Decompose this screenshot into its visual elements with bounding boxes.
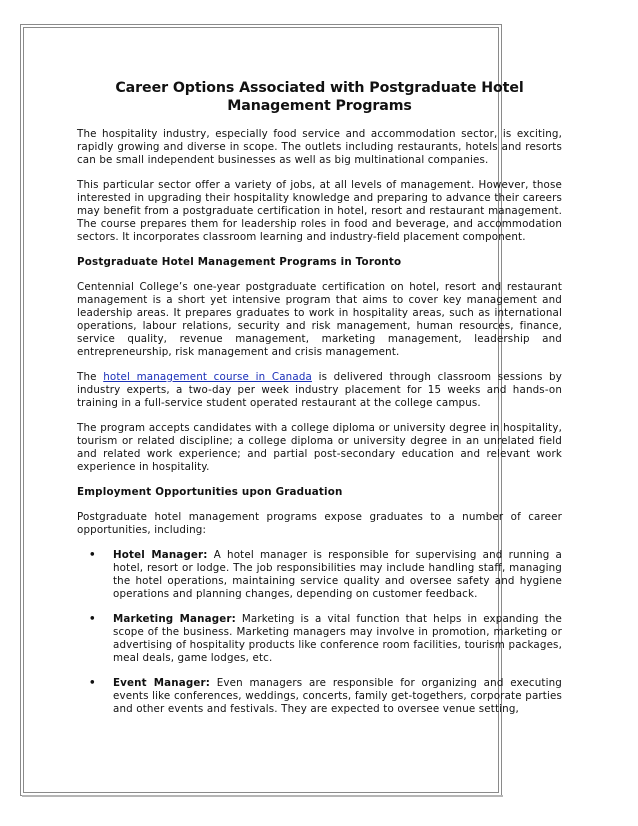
career-item-marketing-manager	[77, 613, 562, 665]
bullet-icon: •	[89, 677, 96, 689]
toronto-paragraph-3: The program accepts candidates with a college diploma or university degree in hospitality, tourism or related discipline; a college diploma or university degree in an unrelated field and related work experience; and partial post-secondary education and relevant work experience in hospitality.	[77, 422, 562, 473]
employment-intro: Postgraduate hotel management programs expose graduates to a number of career opportunities, including:	[77, 511, 562, 536]
career-term: Marketing Manager:	[113, 613, 236, 625]
section-heading-employment: Employment Opportunities upon Graduation	[77, 486, 343, 498]
bullet-icon: •	[89, 549, 96, 561]
paragraph-suffix: is delivered through classroom sessions by industry experts, a two-day per week industry placement for 15 weeks and hands-on training in a full-service student operated restaurant at the college campus.	[77, 371, 562, 409]
toronto-paragraph-2	[77, 371, 562, 410]
career-list	[77, 549, 562, 716]
section-heading-toronto: Postgraduate Hotel Management Programs in Toronto	[77, 256, 402, 268]
career-item-event-manager	[77, 677, 562, 716]
career-description: A hotel manager is responsible for supervising and running a hotel, resort or lodge. The job responsibilities may include handling staff, managing the hotel operations, maintaining service quality and oversee safety and hygiene operations and planning changes, depending on customer feedback.	[113, 549, 563, 600]
paragraph-prefix: The	[77, 371, 104, 383]
career-term: Event Manager:	[113, 677, 210, 689]
intro-paragraph-2: This particular sector offer a variety of jobs, at all levels of management. However, those interested in upgrading their hospitality knowledge and preparing to advance their careers may benefit from a postgraduate certification in hotel, resort and restaurant management. The course prepares them for leadership roles in food and beverage, and accommodation sectors. It incorporates classroom learning and industry-field placement component.	[77, 179, 562, 243]
career-term: Hotel Manager:	[113, 549, 208, 561]
intro-paragraph-1: The hospitality industry, especially food service and accommodation sector, is exciting, rapidly growing and diverse in scope. The outlets including restaurants, hotels and resorts can be small independent businesses as well as big multinational companies.	[77, 128, 562, 166]
toronto-paragraph-1: Centennial College’s one-year postgraduate certification on hotel, resort and restaurant management is a short yet intensive program that aims to cover key management and leadership areas. It prepares graduates to work in hospitality areas, such as international operations, labour relations, security and risk management, human resources, finance, service quality, revenue management, marketing management, leadership and entrepreneurship, risk management and crisis management.	[77, 281, 562, 358]
page-border-shadow	[22, 795, 503, 797]
hotel-management-course-link[interactable]: hotel management course in Canada	[103, 371, 312, 383]
document-body	[77, 79, 562, 728]
document-title: Career Options Associated with Postgraduate Hotel Management Programs	[115, 80, 524, 114]
bullet-icon: •	[89, 613, 96, 625]
career-description: Even managers are responsible for organizing and executing events like conferences, weddings, concerts, family get-togethers, corporate parties and other events and festivals. They are expected to oversee venue setting,	[113, 677, 562, 715]
career-item-hotel-manager	[77, 549, 562, 601]
career-description: Marketing is a vital function that helps in expanding the scope of the business. Marketing managers may involve in promotion, marketing or advertising of hospitality products like conference room facilities, tourism packages, meal deals, game lodges, etc.	[113, 613, 563, 664]
